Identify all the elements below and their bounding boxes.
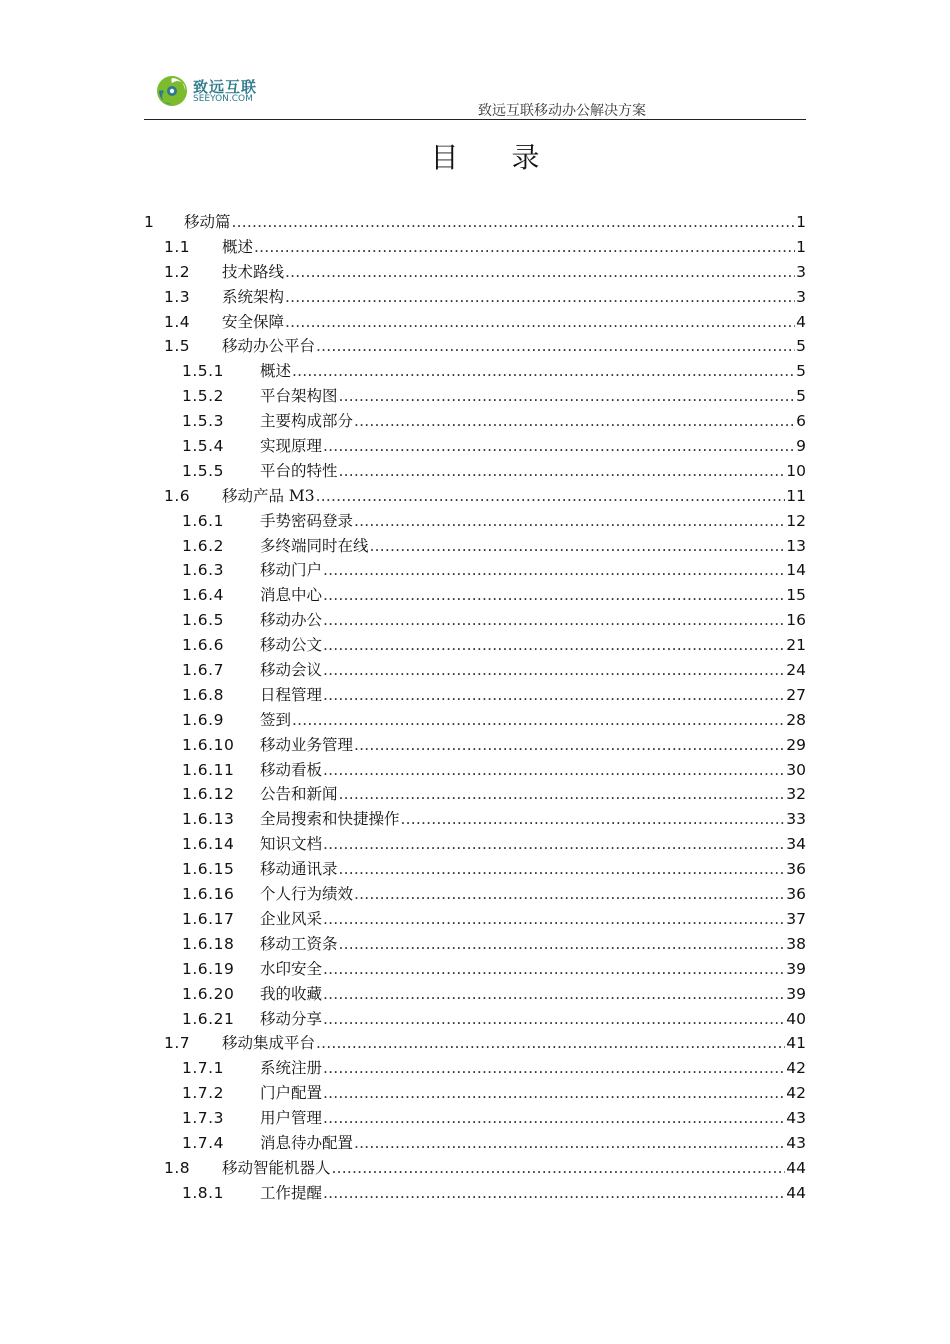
toc-entry-page: 40 — [786, 1009, 806, 1028]
toc-entry-page: 28 — [786, 710, 806, 729]
toc-dot-leader — [339, 857, 786, 882]
toc-entry-page: 32 — [786, 785, 806, 804]
toc-dot-leader — [339, 782, 786, 807]
toc-entry[interactable] — [144, 1181, 806, 1206]
toc-entry[interactable] — [144, 683, 806, 708]
toc-entry-label: 企业风采 — [260, 909, 323, 928]
toc-entry-number: 1.6.10 — [182, 735, 235, 754]
toc-entry[interactable] — [144, 882, 806, 907]
toc-entry[interactable] — [144, 359, 806, 384]
toc-dot-leader — [339, 932, 786, 957]
toc-entry-label: 水印安全 — [260, 959, 323, 978]
toc-dot-leader — [401, 807, 786, 832]
toc-entry[interactable] — [144, 1131, 806, 1156]
toc-entry-label: 移动办公 — [260, 611, 323, 630]
toc-entry-label: 概述 — [260, 362, 292, 381]
toc-entry-label: 手势密码登录 — [260, 511, 354, 530]
toc-entry-number: 1.6 — [164, 486, 191, 505]
toc-entry-label: 移动会议 — [260, 661, 323, 680]
toc-entry[interactable] — [144, 310, 806, 335]
toc-dot-leader — [323, 658, 785, 683]
toc-entry[interactable] — [144, 1106, 806, 1131]
toc-entry[interactable] — [144, 285, 806, 310]
toc-entry-number: 1 — [144, 213, 155, 231]
toc-entry-number: 1.6.9 — [182, 710, 224, 729]
logo-text-en: SEEYON.COM — [193, 94, 253, 104]
toc-entry[interactable] — [144, 857, 806, 882]
toc-dot-leader — [323, 558, 785, 583]
toc-dot-leader — [323, 957, 785, 982]
toc-entry-number: 1.7 — [164, 1034, 191, 1053]
toc-entry-page: 9 — [796, 437, 806, 456]
toc-entry-page: 4 — [796, 312, 806, 331]
toc-entry[interactable] — [144, 733, 806, 758]
toc-entry-label: 概述 — [222, 237, 254, 256]
toc-entry-page: 11 — [786, 486, 806, 505]
toc-entry[interactable] — [144, 534, 806, 559]
toc-entry-label: 移动分享 — [260, 1009, 323, 1028]
header-divider — [144, 119, 806, 120]
toc-entry-number: 1.4 — [164, 312, 191, 331]
toc-entry-label: 移动办公平台 — [222, 337, 316, 356]
logo-text-cn: 致远互联 — [193, 78, 258, 96]
toc-entry-number: 1.6.17 — [182, 909, 235, 928]
toc-entry-page: 3 — [796, 287, 806, 306]
toc-dot-leader — [323, 608, 785, 633]
toc-entry-label: 移动产品 M3 — [222, 486, 315, 505]
toc-entry-label: 系统架构 — [222, 287, 285, 306]
toc-dot-leader — [285, 285, 795, 310]
toc-entry-label: 消息中心 — [260, 586, 323, 605]
toc-entry-label: 多终端同时在线 — [260, 536, 369, 555]
toc-entry[interactable] — [144, 1007, 806, 1032]
toc-entry-number: 1.6.21 — [182, 1009, 235, 1028]
toc-dot-leader — [370, 534, 786, 559]
toc-dot-leader — [339, 459, 786, 484]
toc-entry-page: 5 — [796, 387, 806, 406]
toc-entry-page: 43 — [786, 1109, 806, 1128]
toc-entry-label: 我的收藏 — [260, 984, 323, 1003]
toc-entry-page: 1 — [796, 213, 806, 231]
toc-entry-number: 1.6.7 — [182, 661, 224, 680]
toc-entry[interactable] — [144, 782, 806, 807]
toc-entry-number: 1.7.2 — [182, 1084, 224, 1103]
toc-entry-page: 36 — [786, 885, 806, 904]
toc-entry-page: 38 — [786, 934, 806, 953]
toc-entry-label: 移动篇 — [184, 213, 231, 231]
toc-entry-page: 21 — [786, 636, 806, 655]
toc-entry-page: 39 — [786, 984, 806, 1003]
toc-dot-leader — [316, 484, 786, 509]
toc-dot-leader — [316, 334, 795, 359]
toc-entry[interactable] — [144, 907, 806, 932]
toc-dot-leader — [285, 260, 795, 285]
toc-entry[interactable] — [144, 210, 806, 235]
toc-entry-page: 15 — [786, 586, 806, 605]
toc-dot-leader — [254, 235, 795, 260]
toc-entry-label: 个人行为绩效 — [260, 885, 354, 904]
toc-entry[interactable] — [144, 658, 806, 683]
toc-dot-leader — [292, 359, 795, 384]
toc-dot-leader — [232, 210, 796, 235]
toc-dot-leader — [323, 1081, 785, 1106]
toc-dot-leader — [323, 982, 785, 1007]
toc-dot-leader — [323, 1007, 785, 1032]
table-of-contents — [144, 210, 806, 1206]
toc-entry-number: 1.5.4 — [182, 437, 224, 456]
toc-entry[interactable] — [144, 558, 806, 583]
toc-dot-leader — [323, 1106, 785, 1131]
toc-dot-leader — [339, 384, 796, 409]
document-header-title: 致远互联移动办公解决方案 — [478, 103, 646, 119]
toc-entry-page: 3 — [796, 262, 806, 281]
toc-dot-leader — [316, 1031, 785, 1056]
toc-entry-page: 5 — [796, 337, 806, 356]
toc-entry[interactable] — [144, 807, 806, 832]
toc-entry-number: 1.5.5 — [182, 461, 224, 480]
toc-dot-leader — [354, 882, 785, 907]
toc-entry-label: 公告和新闻 — [260, 785, 338, 804]
toc-dot-leader — [323, 1056, 785, 1081]
toc-entry-page: 24 — [786, 661, 806, 680]
toc-entry-number: 1.3 — [164, 287, 191, 306]
toc-dot-leader — [323, 434, 795, 459]
toc-entry[interactable] — [144, 1031, 806, 1056]
toc-entry-page: 37 — [786, 909, 806, 928]
toc-entry-page: 42 — [786, 1059, 806, 1078]
toc-entry-number: 1.5 — [164, 337, 191, 356]
toc-entry-number: 1.5.2 — [182, 387, 224, 406]
toc-entry-page: 33 — [786, 810, 806, 829]
toc-dot-leader — [323, 907, 785, 932]
toc-entry-page: 44 — [786, 1158, 806, 1177]
toc-entry-label: 工作提醒 — [260, 1183, 323, 1202]
toc-entry-page: 12 — [786, 511, 806, 530]
toc-dot-leader — [323, 633, 785, 658]
toc-entry-number: 1.6.6 — [182, 636, 224, 655]
toc-dot-leader — [323, 1181, 785, 1206]
toc-entry-number: 1.6.11 — [182, 760, 235, 779]
toc-entry-label: 门户配置 — [260, 1084, 323, 1103]
toc-entry-page: 27 — [786, 685, 806, 704]
toc-entry-label: 日程管理 — [260, 685, 323, 704]
toc-entry-label: 移动公文 — [260, 636, 323, 655]
toc-dot-leader — [354, 409, 795, 434]
toc-entry-label: 移动通讯录 — [260, 860, 338, 879]
toc-dot-leader — [332, 1156, 786, 1181]
toc-entry-number: 1.8 — [164, 1158, 191, 1177]
toc-entry-label: 全局搜索和快捷操作 — [260, 810, 400, 829]
toc-entry-page: 41 — [786, 1034, 806, 1053]
toc-entry-label: 主要构成部分 — [260, 412, 354, 431]
toc-entry-number: 1.5.1 — [182, 362, 224, 381]
toc-entry-number: 1.7.4 — [182, 1133, 224, 1152]
toc-entry[interactable] — [144, 832, 806, 857]
toc-entry[interactable] — [144, 1056, 806, 1081]
toc-entry[interactable] — [144, 509, 806, 534]
toc-entry-page: 10 — [786, 461, 806, 480]
toc-entry-label: 知识文档 — [260, 835, 323, 854]
toc-entry-number: 1.5.3 — [182, 412, 224, 431]
toc-entry-page: 29 — [786, 735, 806, 754]
toc-entry[interactable] — [144, 484, 806, 509]
toc-entry-label: 移动智能机器人 — [222, 1158, 331, 1177]
toc-entry-page: 44 — [786, 1183, 806, 1202]
toc-entry-page: 39 — [786, 959, 806, 978]
toc-entry-page: 30 — [786, 760, 806, 779]
toc-entry-label: 消息待办配置 — [260, 1133, 354, 1152]
toc-entry[interactable] — [144, 1081, 806, 1106]
toc-entry-label: 移动看板 — [260, 760, 323, 779]
toc-entry[interactable] — [144, 1156, 806, 1181]
toc-entry-number: 1.6.5 — [182, 611, 224, 630]
toc-entry[interactable] — [144, 758, 806, 783]
toc-dot-leader — [285, 310, 795, 335]
toc-dot-leader — [354, 509, 785, 534]
toc-entry[interactable] — [144, 608, 806, 633]
toc-entry-label: 移动工资条 — [260, 934, 338, 953]
toc-entry[interactable] — [144, 235, 806, 260]
toc-entry-label: 移动门户 — [260, 561, 323, 580]
toc-entry-number: 1.7.3 — [182, 1109, 224, 1128]
toc-entry-label: 技术路线 — [222, 262, 285, 281]
toc-entry-number: 1.6.16 — [182, 885, 235, 904]
toc-entry-number: 1.6.8 — [182, 685, 224, 704]
toc-entry[interactable] — [144, 260, 806, 285]
toc-entry-page: 13 — [786, 536, 806, 555]
toc-entry[interactable] — [144, 434, 806, 459]
toc-entry-number: 1.6.4 — [182, 586, 224, 605]
toc-entry-page: 6 — [796, 412, 806, 431]
toc-entry-label: 签到 — [260, 710, 292, 729]
toc-entry-number: 1.7.1 — [182, 1059, 224, 1078]
toc-entry-page: 36 — [786, 860, 806, 879]
toc-entry[interactable] — [144, 384, 806, 409]
toc-entry-number: 1.6.15 — [182, 860, 235, 879]
toc-entry-page: 34 — [786, 835, 806, 854]
toc-entry[interactable] — [144, 459, 806, 484]
toc-entry-number: 1.8.1 — [182, 1183, 224, 1202]
toc-dot-leader — [323, 758, 785, 783]
toc-entry-number: 1.6.18 — [182, 934, 235, 953]
toc-entry-page: 14 — [786, 561, 806, 580]
company-logo — [155, 74, 265, 110]
toc-entry-number: 1.6.3 — [182, 561, 224, 580]
toc-entry[interactable] — [144, 708, 806, 733]
toc-entry-number: 1.6.12 — [182, 785, 235, 804]
toc-entry-page: 42 — [786, 1084, 806, 1103]
toc-entry-page: 1 — [796, 237, 806, 256]
toc-dot-leader — [354, 1131, 785, 1156]
toc-entry-label: 用户管理 — [260, 1109, 323, 1128]
toc-entry[interactable] — [144, 583, 806, 608]
toc-dot-leader — [323, 683, 785, 708]
toc-dot-leader — [292, 708, 785, 733]
toc-entry[interactable] — [144, 957, 806, 982]
toc-entry[interactable] — [144, 334, 806, 359]
toc-entry-number: 1.2 — [164, 262, 191, 281]
toc-entry-page: 43 — [786, 1133, 806, 1152]
toc-entry-number: 1.1 — [164, 237, 191, 256]
toc-entry-label: 实现原理 — [260, 437, 323, 456]
toc-entry-label: 系统注册 — [260, 1059, 323, 1078]
toc-entry-page: 5 — [796, 362, 806, 381]
toc-dot-leader — [354, 733, 785, 758]
toc-entry-number: 1.6.19 — [182, 959, 235, 978]
toc-heading: 目 录 — [430, 141, 562, 174]
toc-entry[interactable] — [144, 633, 806, 658]
logo-swirl-icon — [155, 74, 189, 108]
toc-entry-number: 1.6.13 — [182, 810, 235, 829]
toc-entry-number: 1.6.20 — [182, 984, 235, 1003]
toc-entry-label: 平台的特性 — [260, 461, 338, 480]
toc-entry-number: 1.6.14 — [182, 835, 235, 854]
toc-entry-page: 16 — [786, 611, 806, 630]
toc-dot-leader — [323, 832, 785, 857]
toc-entry-number: 1.6.1 — [182, 511, 224, 530]
toc-entry-label: 安全保障 — [222, 312, 285, 331]
toc-entry-label: 移动集成平台 — [222, 1034, 316, 1053]
toc-entry-label: 平台架构图 — [260, 387, 338, 406]
toc-entry[interactable] — [144, 982, 806, 1007]
toc-entry[interactable] — [144, 932, 806, 957]
toc-dot-leader — [323, 583, 785, 608]
toc-entry-number: 1.6.2 — [182, 536, 224, 555]
toc-entry-label: 移动业务管理 — [260, 735, 354, 754]
toc-entry[interactable] — [144, 409, 806, 434]
